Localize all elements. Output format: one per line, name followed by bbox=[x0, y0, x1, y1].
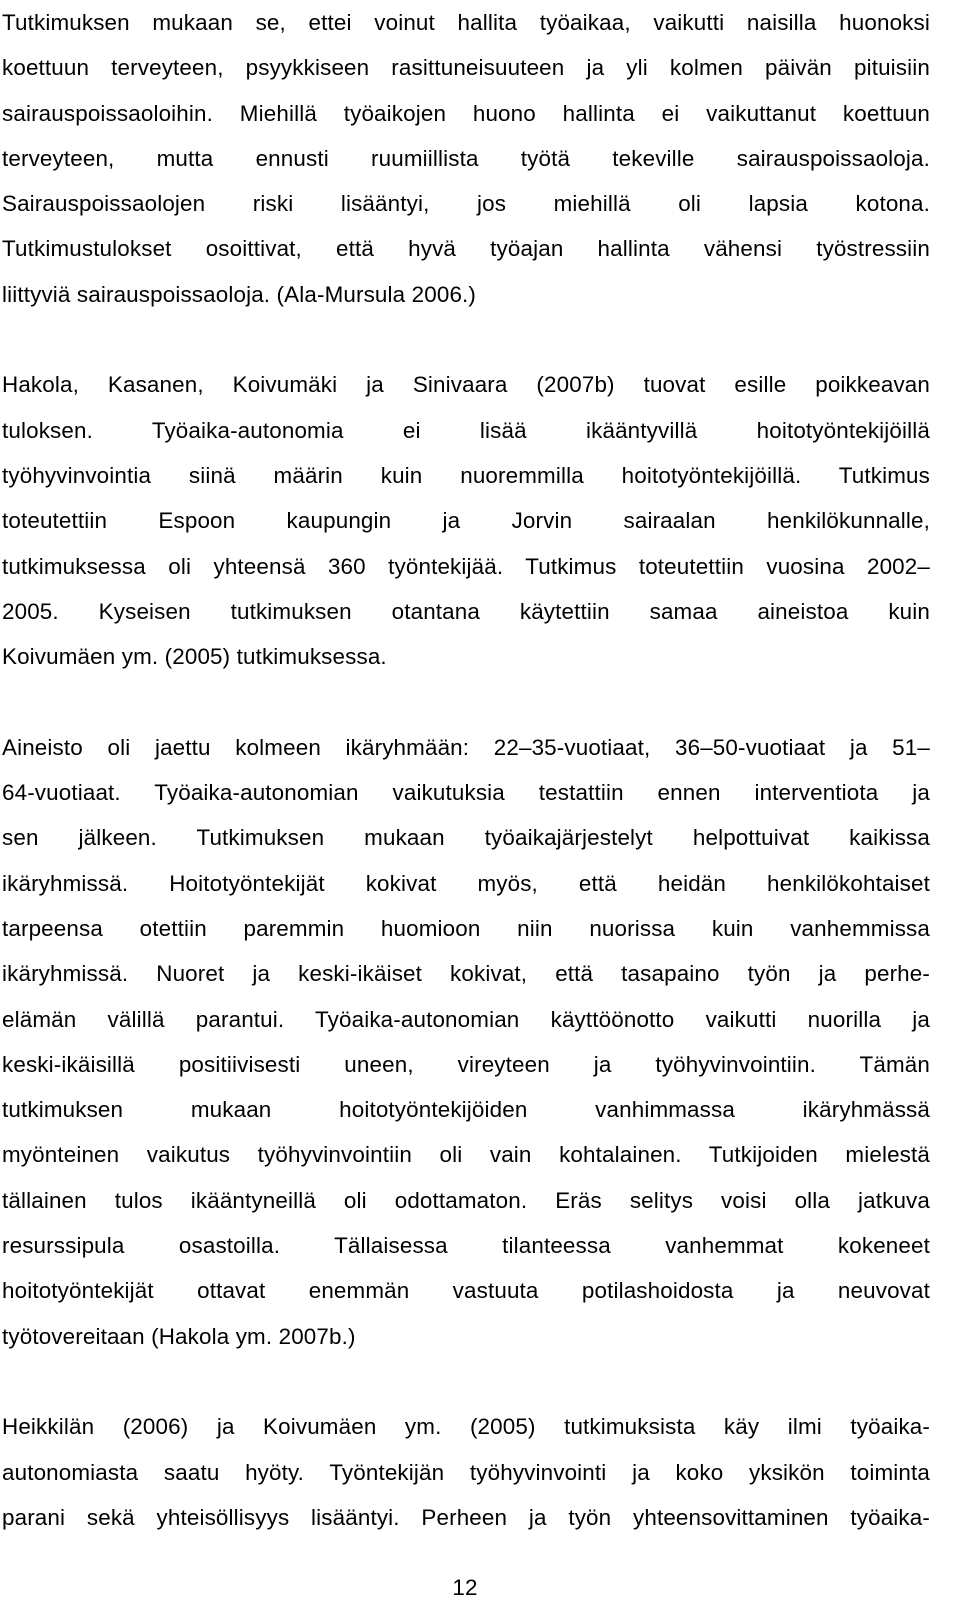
text-line: Koivumäen ym. (2005) tutkimuksessa. bbox=[2, 644, 387, 670]
text-line: hoitotyöntekijät ottavat enemmän vastuuta potilashoidosta ja neuvovat bbox=[2, 1278, 930, 1304]
text-line: Hakola, Kasanen, Koivumäki ja Sinivaara (2007b) tuovat esille poikkeavan bbox=[2, 372, 930, 398]
text-line: tällainen tulos ikääntyneillä oli odottamaton. Eräs selitys voisi olla jatkuva bbox=[2, 1187, 930, 1213]
text-line: Tutkimuksen mukaan se, ettei voinut hallita työaikaa, vaikutti naisilla huonoksi bbox=[2, 10, 930, 35]
text-line: ikäryhmissä. Hoitotyöntekijät kokivat myös, että heidän henkilökohtaiset bbox=[2, 870, 930, 896]
text-line: myönteinen vaikutus työhyvinvointiin oli vain kohtalainen. Tutkijoiden mielestä bbox=[2, 1142, 930, 1168]
text-line: työtovereitaan (Hakola ym. 2007b.) bbox=[2, 1323, 356, 1349]
text-line: tutkimuksen mukaan hoitotyöntekijöiden vanhimmassa ikäryhmässä bbox=[2, 1097, 930, 1123]
text-line: terveyteen, mutta ennusti ruumiillista työtä tekeville sairauspoissaoloja. bbox=[2, 145, 930, 171]
text-line: tarpeensa otettiin paremmin huomioon niin nuorissa kuin vanhemmissa bbox=[2, 915, 930, 941]
text-line: sairauspoissaoloihin. Miehillä työaikojen huono hallinta ei vaikuttanut koettuun bbox=[2, 100, 930, 126]
paragraph-2 bbox=[2, 362, 930, 679]
text-line: 2005. Kyseisen tutkimuksen otantana käytettiin samaa aineistoa kuin bbox=[2, 598, 930, 624]
text-line: liittyviä sairauspoissaoloja. (Ala-Mursula 2006.) bbox=[2, 281, 477, 307]
text-line: Aineisto oli jaettu kolmeen ikäryhmään: 22–35-vuotiaat, 36–50-vuotiaat ja 51– bbox=[2, 734, 930, 760]
text-line: tuloksen. Työaika-autonomia ei lisää ikääntyvillä hoitotyöntekijöillä bbox=[2, 417, 930, 443]
text-line: sen jälkeen. Tutkimuksen mukaan työaikajärjestelyt helpottuivat kaikissa bbox=[2, 825, 930, 851]
text-line: parani sekä yhteisöllisyys lisääntyi. Perheen ja työn yhteensovittaminen työaika- bbox=[2, 1504, 930, 1530]
text-line: Tutkimustulokset osoittivat, että hyvä työajan hallinta vähensi työstressiin bbox=[2, 236, 930, 262]
text-line: keski-ikäisillä positiivisesti uneen, vireyteen ja työhyvinvointiin. Tämän bbox=[2, 1051, 930, 1077]
paragraph-spacer bbox=[2, 679, 930, 724]
text-line: ikäryhmissä. Nuoret ja keski-ikäiset kokivat, että tasapaino työn ja perhe- bbox=[2, 961, 930, 987]
text-line: toteutettiin Espoon kaupungin ja Jorvin sairaalan henkilökunnalle, bbox=[2, 508, 930, 534]
text-line: Heikkilän (2006) ja Koivumäen ym. (2005) tutkimuksista käy ilmi työaika- bbox=[2, 1414, 930, 1440]
text-line: tutkimuksessa oli yhteensä 360 työntekijää. Tutkimus toteutettiin vuosina 2002– bbox=[2, 553, 930, 579]
body-text bbox=[2, 0, 930, 1540]
text-line: elämän välillä parantui. Työaika-autonomian käyttöönotto vaikutti nuorilla ja bbox=[2, 1006, 930, 1032]
text-line: 64-vuotiaat. Työaika-autonomian vaikutuksia testattiin ennen interventiota ja bbox=[2, 780, 930, 806]
page-number: 12 bbox=[452, 1575, 478, 1600]
paragraph-spacer bbox=[2, 317, 930, 362]
paragraph-3 bbox=[2, 725, 930, 1359]
paragraph-1 bbox=[2, 0, 930, 317]
text-line: koettuun terveyteen, psyykkiseen rasittuneisuuteen ja yli kolmen päivän pituisiin bbox=[2, 55, 930, 81]
text-line: Sairauspoissaolojen riski lisääntyi, jos miehillä oli lapsia kotona. bbox=[2, 191, 930, 217]
text-line: työhyvinvointia siinä määrin kuin nuoremmilla hoitotyöntekijöillä. Tutkimus bbox=[2, 462, 930, 488]
text-line: autonomiasta saatu hyöty. Työntekijän työhyvinvointi ja koko yksikön toiminta bbox=[2, 1459, 930, 1485]
text-line: resurssipula osastoilla. Tällaisessa tilanteessa vanhemmat kokeneet bbox=[2, 1233, 930, 1259]
paragraph-4 bbox=[2, 1404, 930, 1540]
paragraph-spacer bbox=[2, 1359, 930, 1404]
